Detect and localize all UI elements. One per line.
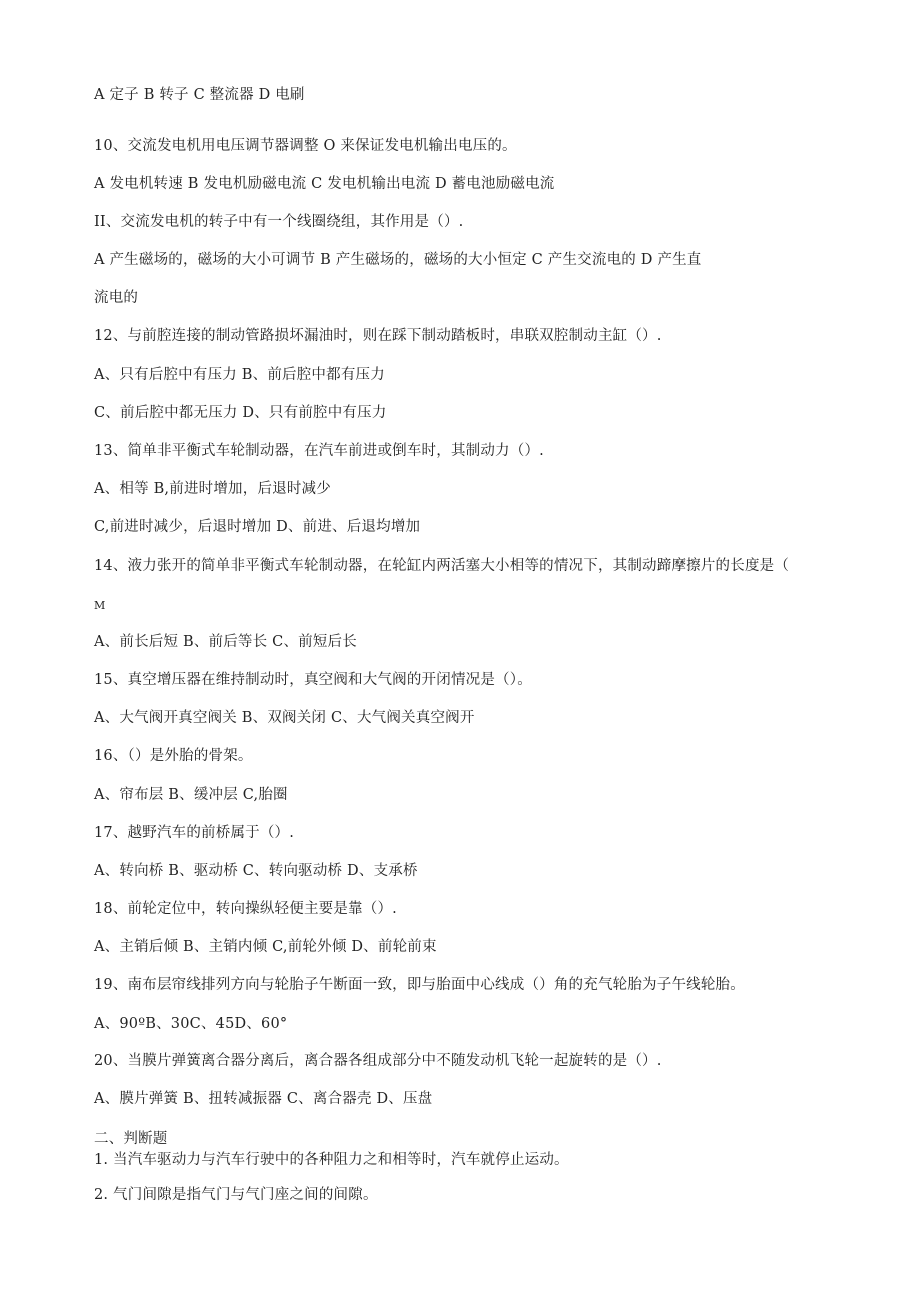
answer-options-10: A 发电机转速 B 发电机励磁电流 C 发电机输出电流 D 蓄电池励磁电流: [94, 176, 555, 192]
question-13: 13、简单非平衡式车轮制动器，在汽车前进或倒车时，其制动力（）.: [94, 443, 544, 459]
answer-options-18: A、主销后倾 B、主销内倾 C,前轮外倾 D、前轮前束: [94, 939, 437, 955]
answer-options-9: A 定子 B 转子 C 整流器 D 电刷: [94, 87, 305, 103]
question-18: 18、前轮定位中，转向操纵轻便主要是靠（）.: [94, 901, 397, 917]
answer-options-19: A、90ºB、30C、45D、60°: [94, 1016, 288, 1032]
answer-options-12b: C、前后腔中都无压力 D、只有前腔中有压力: [94, 405, 387, 421]
question-20: 20、当膜片弹簧离合器分离后，离合器各组成部分中不随发动机飞轮一起旋转的是（）.: [94, 1053, 662, 1069]
answer-options-11: A 产生磁场的，磁场的大小可调节 B 产生磁场的，磁场的大小恒定 C 产生交流电的 D 产生直: [94, 252, 702, 268]
answer-options-14: A、前长后短 B、前后等长 C、前短后长: [94, 634, 357, 650]
answer-options-11-cont: 流电的: [94, 290, 139, 306]
section-heading-true-false: 二、判断题: [94, 1131, 168, 1147]
question-16: 16、（）是外胎的骨架。: [94, 748, 253, 764]
judgment-item-1: 1. 当汽车驱动力与汽车行驶中的各种阻力之和相等时，汽车就停止运动。: [94, 1152, 569, 1168]
question-11: II、交流发电机的转子中有一个线圈绕组，其作用是（）.: [94, 214, 464, 230]
answer-options-13a: A、相等 B,前进时增加，后退时减少: [94, 481, 331, 497]
question-10: 10、交流发电机用电压调节器调整 O 来保证发电机输出电压的。: [94, 138, 517, 154]
question-19: 19、南布层帘线排列方向与轮胎子午断面一致，即与胎面中心线成（）角的充气轮胎为子午线轮胎。: [94, 977, 745, 993]
answer-options-12a: A、只有后腔中有压力 B、前后腔中都有压力: [94, 367, 385, 383]
question-14: 14、液力张开的简单非平衡式车轮制动器，在轮缸内两活塞大小相等的情况下，其制动蹄摩擦片的长度是（: [94, 558, 790, 574]
answer-options-16: A、帘布层 B、缓冲层 C,胎圈: [94, 787, 288, 803]
question-14-cont: M: [94, 599, 106, 612]
answer-options-13b: C,前进时减少，后退时增加 D、前进、后退均增加: [94, 519, 421, 535]
question-12: 12、与前腔连接的制动管路损坏漏油时，则在踩下制动踏板时，串联双腔制动主缸（）.: [94, 328, 662, 344]
question-17: 17、越野汽车的前桥属于（）.: [94, 825, 295, 841]
question-15: 15、真空增压器在维持制动时，真空阀和大气阀的开闭情况是（）。: [94, 672, 532, 688]
judgment-item-2: 2. 气门间隙是指气门与气门座之间的间隙。: [94, 1187, 378, 1203]
answer-options-15: A、大气阀开真空阀关 B、双阀关闭 C、大气阀关真空阀开: [94, 710, 475, 726]
answer-options-20: A、膜片弹簧 B、扭转减振器 C、离合器壳 D、压盘: [94, 1091, 433, 1107]
answer-options-17: A、转向桥 B、驱动桥 C、转向驱动桥 D、支承桥: [94, 863, 418, 879]
